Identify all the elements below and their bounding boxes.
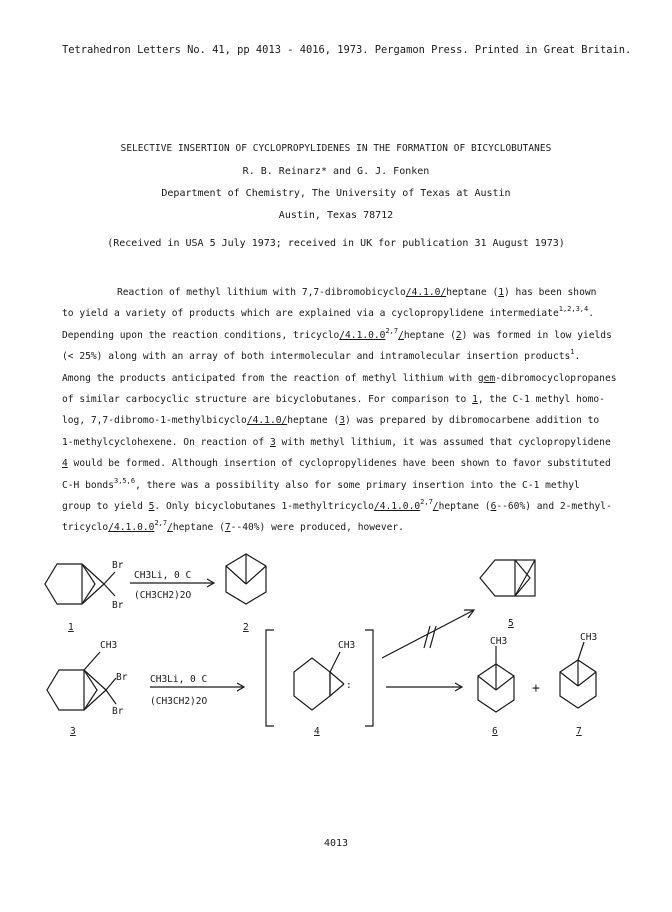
body-paragraph <box>62 282 627 539</box>
compound-ref: 4 <box>62 458 68 470</box>
body-line: 1-methylcyclohexene. On reaction of 3 with methyl lithium, it was assumed that cyclopropylidene <box>62 436 611 448</box>
citation-ref: 1 <box>570 348 575 357</box>
body-line: Among the products anticipated from the reaction of methyl lithium with gem-dibromocyclopropanes <box>62 372 617 384</box>
compound-label-1: 1 <box>68 622 74 633</box>
br-label: Br <box>112 560 124 571</box>
compound-ref: 6 <box>490 501 497 513</box>
body-line: log, 7,7-dibromo-1-methylbicyclo/4.1.0/heptane (3) was prepared by dibromocarbene addition to <box>62 415 600 427</box>
compound-label-4: 4 <box>314 726 320 737</box>
reagent-label: CH3Li, 0 C <box>150 674 208 685</box>
compound-label-2: 2 <box>243 622 249 633</box>
compound-3-structure <box>47 652 116 710</box>
citation-ref: 1,2,3,4 <box>558 305 589 314</box>
article-title: SELECTIVE INSERTION OF CYCLOPROPYLIDENES IN THE FORMATION OF BICYCLOBUTANES <box>120 143 552 154</box>
compound-label-7: 7 <box>576 726 582 737</box>
plus-sign: + <box>532 681 540 696</box>
compound-label-6: 6 <box>492 726 498 737</box>
solvent-label: (CH3CH2)2O <box>150 696 208 707</box>
citation-ref: 3,5,6 <box>113 476 136 485</box>
body-line: of similar carbocyclic structure are bicyclobutanes. For comparison to 1, the C-1 methyl homo- <box>62 394 605 406</box>
article-authors: R. B. Reinarz* and G. J. Fonken <box>242 166 430 177</box>
intermediate-4-structure <box>294 652 344 710</box>
compound-label-3: 3 <box>70 726 76 737</box>
ch3-label: CH3 <box>580 632 598 643</box>
br-label: Br <box>112 706 124 717</box>
compound-7-structure <box>560 642 596 708</box>
compound-ref: 1 <box>472 394 478 406</box>
body-line: Reaction of methyl lithium with 7,7-dibromobicyclo/4.1.0/heptane (1) has been shown <box>117 287 597 298</box>
received-dates: (Received in USA 5 July 1973; received in UK for publication 31 August 1973) <box>107 238 565 249</box>
reagent-label: CH3Li, 0 C <box>134 570 192 581</box>
compound-2-structure <box>226 554 266 604</box>
compound-6-structure <box>478 646 514 712</box>
compound-label-5: 5 <box>508 618 514 629</box>
bracket-left <box>266 630 274 726</box>
ch3-label: CH3 <box>100 640 118 651</box>
compound-ref: 7 <box>224 522 231 534</box>
body-line: C-H bonds$^{3,5,6}$, there was a possibility also for some primary insertion into the C-1 methyl <box>62 476 580 491</box>
compound-ref: 3 <box>269 436 276 448</box>
journal-citation: Tetrahedron Letters No. 41, pp 4013 - 4016, 1973. Pergamon Press. Printed in Great Britain. <box>62 44 632 56</box>
body-line: Depending upon the reaction conditions, tricyclo/4.1.0.0$^{2,7}$/heptane (2) was formed in low yields <box>62 326 612 341</box>
compound-ref: 1 <box>498 287 504 298</box>
author-city: Austin, Texas 78712 <box>278 210 394 221</box>
bracket-right <box>365 630 373 726</box>
br-label: Br <box>116 672 128 683</box>
carbene-dots: : <box>346 680 352 691</box>
body-line: tricyclo/4.1.0.0$^{2,7}$/heptane (7--40%) were produced, however. <box>62 519 404 534</box>
br-label: Br <box>112 600 124 611</box>
solvent-label: (CH3CH2)2O <box>134 590 192 601</box>
ch3-label: CH3 <box>490 636 508 647</box>
body-line: 4 would be formed. Although insertion of cyclopropylidenes have been shown to favor substituted <box>62 458 611 470</box>
body-line: (< 25%) along with an array of both intermolecular and intramolecular insertion products$^1$. <box>62 348 581 363</box>
body-line: to yield a variety of products which are explained via a cyclopropylidene intermediate$^{1,2,3,4}$. <box>62 305 595 320</box>
reaction-scheme <box>0 548 672 808</box>
compound-5-structure <box>480 560 535 596</box>
compound-ref: 2 <box>455 329 462 341</box>
compound-ref: 3 <box>339 415 346 427</box>
author-affiliation: Department of Chemistry, The University of Texas at Austin <box>161 188 511 199</box>
body-line: group to yield 5. Only bicyclobutanes 1-methyltricyclo/4.1.0.0$^{2,7}$/heptane (6--60%) and 2-methyl- <box>62 498 612 513</box>
ch3-label: CH3 <box>338 640 356 651</box>
compound-1-structure <box>45 564 115 604</box>
compound-ref: 5 <box>148 501 155 513</box>
page-number: 4013 <box>323 838 349 849</box>
